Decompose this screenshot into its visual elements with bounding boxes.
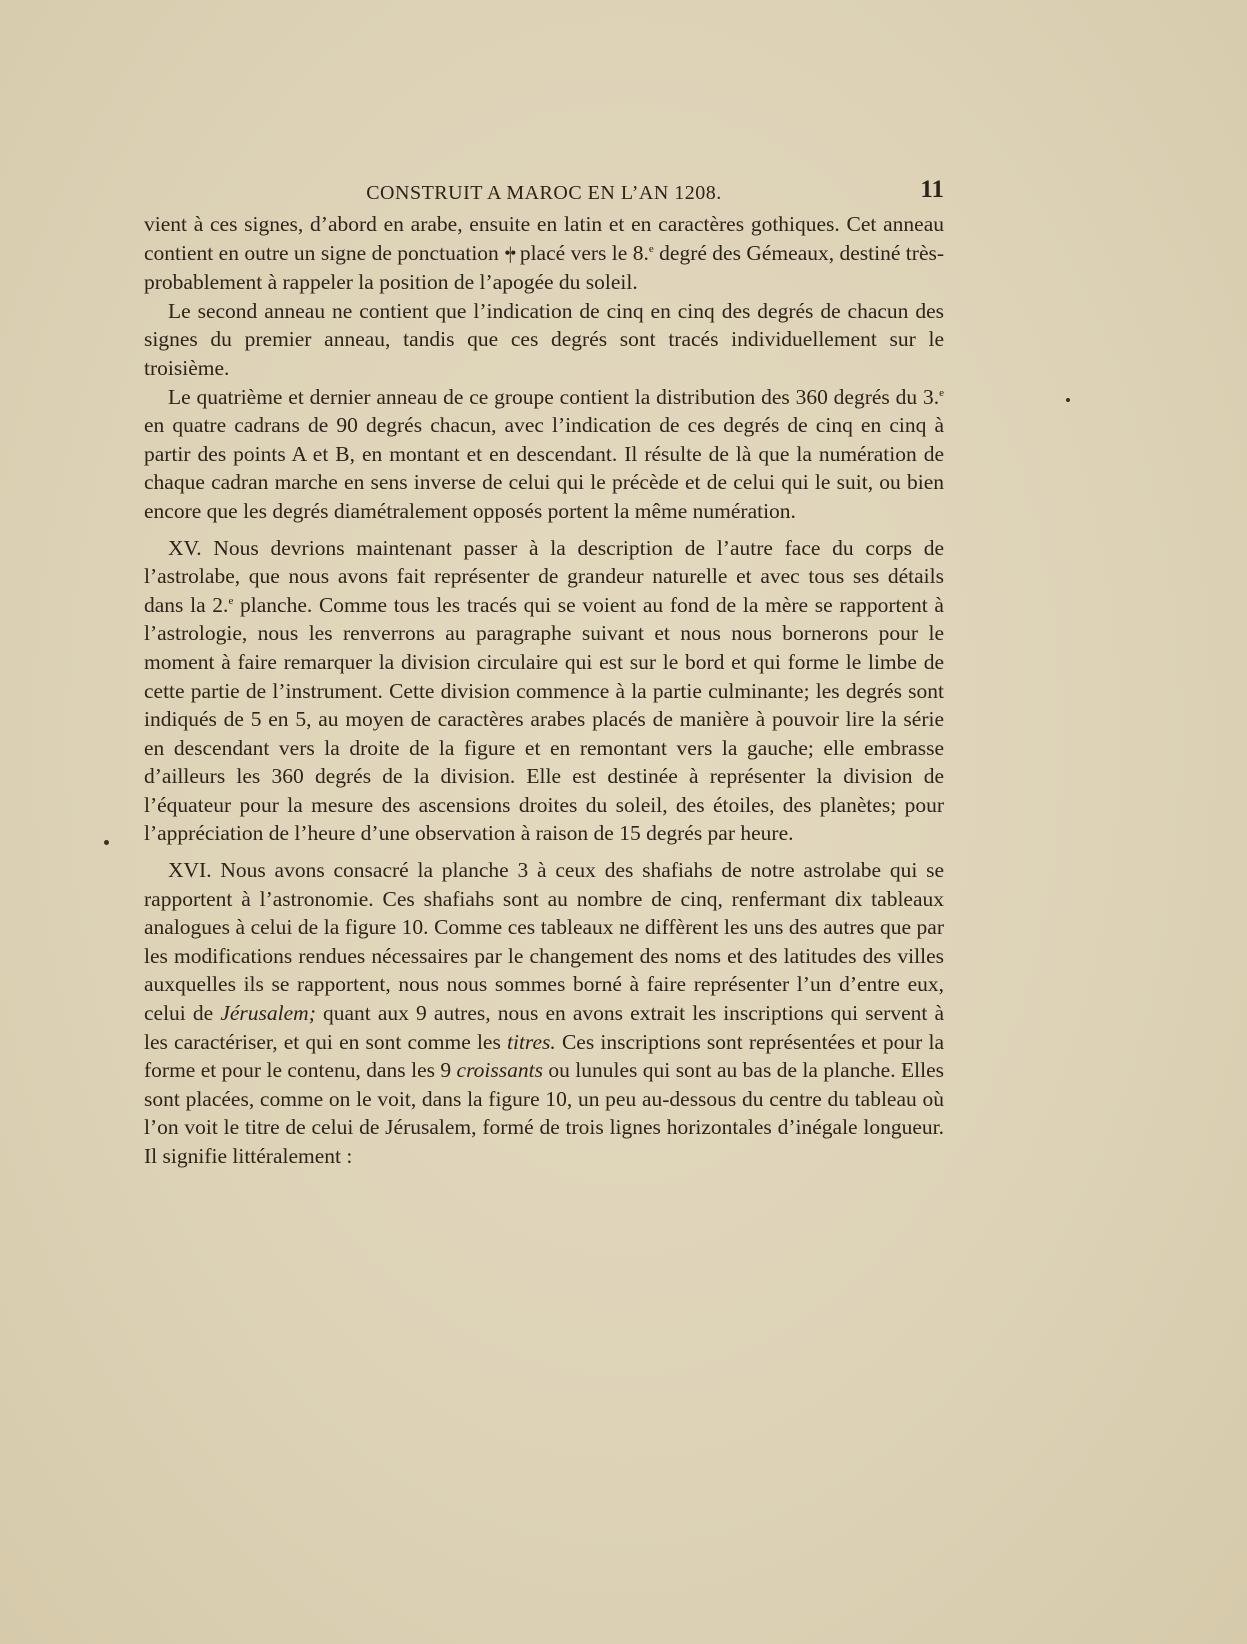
paragraph-5-text-d: ou lunules qui sont au bas de la planche. Elles sont placées, comme on le voit, dans la figure 10, un peu au-dessous du centre du tableau où l’on voit le titre de celui de Jérusalem, formé de trois lignes horizontales d’inégale longueur. Il signifie littéralement :: [144, 1058, 944, 1168]
margin-speck: [1066, 398, 1070, 402]
paragraph-3: [144, 383, 944, 526]
paragraph-1-text-c: degré des Gémeaux, destiné très-probablement à rappeler la position de l’apogée du soleil.: [144, 240, 945, 295]
italic-titres: titres.: [507, 1029, 556, 1054]
paragraph-5-text-b: quant aux 9 autres, nous en avons extrait les inscriptions qui servent à les caractériser, et qui en sont comme les: [144, 1001, 944, 1054]
page-number: 11: [920, 176, 944, 203]
running-title-text: CONSTRUIT A MAROC EN L’AN: [366, 182, 675, 204]
paragraph-5-text-a: XVI. Nous avons consacré la planche 3 à ceux des shafiahs de notre astrolabe qui se rapportent à l’astronomie. Ces shafiahs sont au nombre de cinq, renfermant dix tableaux analogues à celui de la figure 10. Comme ces tableaux ne diffèrent les uns des autres que par les modifications rendues nécessaires par le changement des noms et des latitudes des villes auxquelles ils se rapportent, nous nous sommes borné à faire représenter l’un d’entre eux, celui de: [144, 858, 944, 1026]
paragraph-4: [144, 534, 944, 849]
paragraph-5-text-c: Ces inscriptions sont représentées et pour la forme et pour le contenu, dans les 9: [144, 1029, 945, 1083]
punctuation-sign-symbol: •|•: [504, 242, 515, 263]
paragraph-2: Le second anneau ne contient que l’indication de cinq en cinq des degrés de chacun des signes du premier anneau, tandis que ces degrés sont tracés individuellement sur le troisième.: [144, 298, 944, 380]
paragraph-3-text-b: en quatre cadrans de 90 degrés chacun, avec l’indication de ces degrés de cinq en cinq à partir des points A et B, en montant et en descendant. Il résulte de là que la numération de chaque cadran marche en sens inverse de celui qui le précède et de celui qui le suit, ou bien encore que les degrés diamétralement opposés portent la même numération.: [144, 413, 944, 523]
superscript: e: [228, 594, 234, 607]
running-title-year: 1208.: [674, 182, 722, 204]
document-page: [144, 176, 944, 1171]
superscript: e: [939, 386, 944, 399]
margin-speck: [104, 840, 109, 845]
superscript: e: [648, 242, 654, 255]
italic-croissants: croissants: [456, 1058, 543, 1083]
running-head: [144, 176, 944, 216]
running-title: [144, 182, 944, 205]
paragraph-4-text-a: XV. Nous devrions maintenant passer à la description de l’autre face du corps de l’astrolabe, que nous avons fait représenter de grandeur naturelle et avec tous ses détails dans la 2.: [144, 535, 944, 617]
paragraph-1-text-b: placé vers le 8.: [514, 240, 649, 265]
paragraph-1: [144, 210, 944, 297]
italic-jerusalem: Jérusalem;: [220, 1001, 316, 1026]
paragraph-1-text-a: vient à ces signes, d’abord en arabe, ensuite en latin et en caractères gothiques. Cet anneau contient en outre un signe de ponctuation: [144, 212, 944, 265]
body-text: [144, 210, 944, 1171]
paragraph-5: [144, 856, 944, 1171]
paragraph-3-text-a: Le quatrième et dernier anneau de ce groupe contient la distribution des 360 degrés du 3.: [168, 384, 940, 409]
paragraph-4-text-b: planche. Comme tous les tracés qui se voient au fond de la mère se rapportent à l’astrologie, nous les renverrons au paragraphe suivant et nous nous bornerons pour le moment à faire remarquer la division circulaire qui est sur le bord et qui forme le limbe de cette partie de l’instrument. Cette division commence à la partie culminante; les degrés sont indiqués de 5 en 5, au moyen de caractères arabes placés de manière à pouvoir lire la série en descendant vers la droite de la figure et en remontant vers la gauche; elle embrasse d’ailleurs les 360 degrés de la division. Elle est destinée à représenter la division de l’équateur pour la mesure des ascensions droites du soleil, des étoiles, des planètes; pour l’appréciation de l’heure d’une observation à raison de 15 degrés par heure.: [144, 592, 944, 846]
